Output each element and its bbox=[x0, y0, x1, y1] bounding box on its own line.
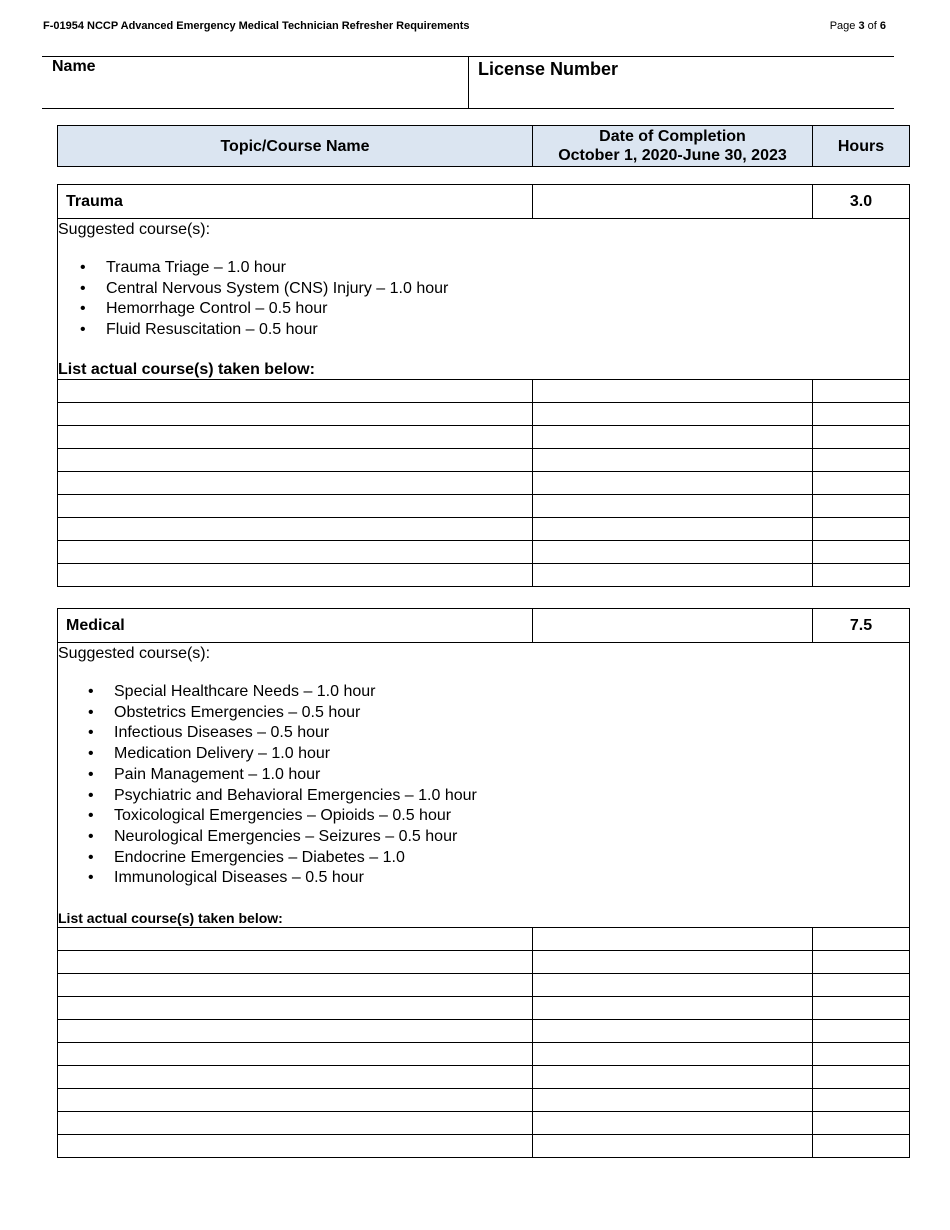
list-item: • Trauma Triage – 1.0 hour bbox=[106, 258, 909, 279]
list-item: • Hemorrhage Control – 0.5 hour bbox=[106, 299, 909, 320]
list-item: • Psychiatric and Behavioral Emergencies – 1.0 hour bbox=[114, 786, 909, 807]
course-name-field[interactable] bbox=[58, 448, 533, 471]
completion-date-field[interactable] bbox=[533, 974, 813, 997]
list-item: • Pain Management – 1.0 hour bbox=[114, 765, 909, 786]
list-item: • Immunological Diseases – 0.5 hour bbox=[114, 868, 909, 889]
hours-field[interactable] bbox=[813, 379, 910, 402]
list-item: • Fluid Resuscitation – 0.5 hour bbox=[106, 320, 909, 341]
completion-date-field[interactable] bbox=[533, 928, 813, 951]
completion-date-field[interactable] bbox=[533, 1089, 813, 1112]
course-name-field[interactable] bbox=[58, 928, 533, 951]
section-hours: 7.5 bbox=[813, 609, 910, 643]
hours-field[interactable] bbox=[813, 448, 910, 471]
completion-date-field[interactable] bbox=[533, 402, 813, 425]
course-name-field[interactable] bbox=[58, 1066, 533, 1089]
course-name-field[interactable] bbox=[58, 997, 533, 1020]
table-row bbox=[58, 1043, 910, 1066]
course-name-field[interactable] bbox=[58, 974, 533, 997]
name-label: Name bbox=[52, 58, 96, 75]
section-hours: 3.0 bbox=[813, 185, 910, 219]
completion-date-field[interactable] bbox=[533, 1020, 813, 1043]
suggested-course-list bbox=[106, 258, 909, 341]
hours-field[interactable] bbox=[813, 1020, 910, 1043]
list-item: • Central Nervous System (CNS) Injury – 1.0 hour bbox=[106, 279, 909, 300]
completion-date-field[interactable] bbox=[533, 1066, 813, 1089]
list-item: • Toxicological Emergencies – Opioids – 0.5 hour bbox=[114, 806, 909, 827]
table-row bbox=[58, 1020, 910, 1043]
table-row bbox=[58, 951, 910, 974]
table-row bbox=[58, 1066, 910, 1089]
course-name-field[interactable] bbox=[58, 471, 533, 494]
list-item: • Obstetrics Emergencies – 0.5 hour bbox=[114, 703, 909, 724]
table-row bbox=[58, 563, 910, 586]
hours-field[interactable] bbox=[813, 494, 910, 517]
table-row bbox=[58, 1135, 910, 1158]
section-date-cell[interactable] bbox=[533, 185, 813, 219]
suggested-courses-block bbox=[58, 219, 910, 380]
table-row bbox=[58, 974, 910, 997]
course-name-field[interactable] bbox=[58, 379, 533, 402]
hours-field[interactable] bbox=[813, 563, 910, 586]
completion-date-field[interactable] bbox=[533, 471, 813, 494]
list-item: • Infectious Diseases – 0.5 hour bbox=[114, 723, 909, 744]
completion-date-field[interactable] bbox=[533, 448, 813, 471]
section-title: Trauma bbox=[58, 185, 533, 219]
list-item: • Special Healthcare Needs – 1.0 hour bbox=[114, 682, 909, 703]
table-row bbox=[58, 471, 910, 494]
table-row bbox=[58, 379, 910, 402]
table-row bbox=[58, 540, 910, 563]
table-row bbox=[58, 448, 910, 471]
date-column-header: Date of Completion October 1, 2020-June 30, 2023 bbox=[533, 126, 813, 167]
completion-date-field[interactable] bbox=[533, 1112, 813, 1135]
completion-date-field[interactable] bbox=[533, 425, 813, 448]
form-title: F-01954 NCCP Advanced Emergency Medical Technician Refresher Requirements bbox=[43, 20, 470, 32]
hours-field[interactable] bbox=[813, 471, 910, 494]
course-name-field[interactable] bbox=[58, 517, 533, 540]
course-name-field[interactable] bbox=[58, 494, 533, 517]
course-name-field[interactable] bbox=[58, 402, 533, 425]
table-row bbox=[58, 494, 910, 517]
completion-date-field[interactable] bbox=[533, 563, 813, 586]
completion-date-field[interactable] bbox=[533, 494, 813, 517]
name-field[interactable] bbox=[42, 57, 469, 108]
course-name-field[interactable] bbox=[58, 425, 533, 448]
list-actual-label: List actual course(s) taken below: bbox=[58, 360, 315, 378]
license-number-label: License Number bbox=[478, 59, 619, 79]
section-date-cell[interactable] bbox=[533, 609, 813, 643]
column-header-table bbox=[57, 125, 910, 167]
course-name-field[interactable] bbox=[58, 563, 533, 586]
name-license-row bbox=[42, 56, 894, 109]
license-number-field[interactable] bbox=[469, 57, 894, 108]
hours-field[interactable] bbox=[813, 1066, 910, 1089]
course-name-field[interactable] bbox=[58, 1112, 533, 1135]
table-row bbox=[58, 928, 910, 951]
page-header bbox=[43, 20, 886, 36]
completion-date-field[interactable] bbox=[533, 1135, 813, 1158]
course-name-field[interactable] bbox=[58, 951, 533, 974]
hours-field[interactable] bbox=[813, 517, 910, 540]
completion-date-field[interactable] bbox=[533, 997, 813, 1020]
trauma-section bbox=[57, 184, 910, 587]
hours-field[interactable] bbox=[813, 425, 910, 448]
course-name-field[interactable] bbox=[58, 1089, 533, 1112]
course-name-field[interactable] bbox=[58, 1135, 533, 1158]
hours-column-header: Hours bbox=[813, 126, 910, 167]
list-item: • Neurological Emergencies – Seizures – 0.5 hour bbox=[114, 827, 909, 848]
hours-field[interactable] bbox=[813, 1112, 910, 1135]
hours-field[interactable] bbox=[813, 1089, 910, 1112]
suggested-courses-block bbox=[58, 643, 910, 928]
hours-field[interactable] bbox=[813, 997, 910, 1020]
hours-field[interactable] bbox=[813, 1043, 910, 1066]
list-item: • Endocrine Emergencies – Diabetes – 1.0 bbox=[114, 848, 909, 869]
suggested-label: Suggested course(s): bbox=[58, 221, 211, 238]
completion-date-field[interactable] bbox=[533, 379, 813, 402]
completion-date-field[interactable] bbox=[533, 540, 813, 563]
topic-column-header: Topic/Course Name bbox=[58, 126, 533, 167]
completion-date-field[interactable] bbox=[533, 1043, 813, 1066]
hours-field[interactable] bbox=[813, 951, 910, 974]
hours-field[interactable] bbox=[813, 974, 910, 997]
course-name-field[interactable] bbox=[58, 540, 533, 563]
section-title: Medical bbox=[58, 609, 533, 643]
page-number: Page 3 of 6 bbox=[829, 20, 886, 32]
hours-field[interactable] bbox=[813, 928, 910, 951]
table-row bbox=[58, 425, 910, 448]
suggested-label: Suggested course(s): bbox=[58, 645, 211, 662]
table-row bbox=[58, 517, 910, 540]
table-row bbox=[58, 402, 910, 425]
table-row bbox=[58, 1089, 910, 1112]
list-item: • Medication Delivery – 1.0 hour bbox=[114, 744, 909, 765]
completion-date-field[interactable] bbox=[533, 951, 813, 974]
table-row bbox=[58, 997, 910, 1020]
hours-field[interactable] bbox=[813, 402, 910, 425]
hours-field[interactable] bbox=[813, 540, 910, 563]
medical-section bbox=[57, 608, 910, 1158]
list-actual-label: List actual course(s) taken below: bbox=[58, 910, 283, 927]
completion-date-field[interactable] bbox=[533, 517, 813, 540]
course-name-field[interactable] bbox=[58, 1020, 533, 1043]
table-row bbox=[58, 1112, 910, 1135]
suggested-course-list bbox=[114, 682, 909, 889]
hours-field[interactable] bbox=[813, 1135, 910, 1158]
course-name-field[interactable] bbox=[58, 1043, 533, 1066]
